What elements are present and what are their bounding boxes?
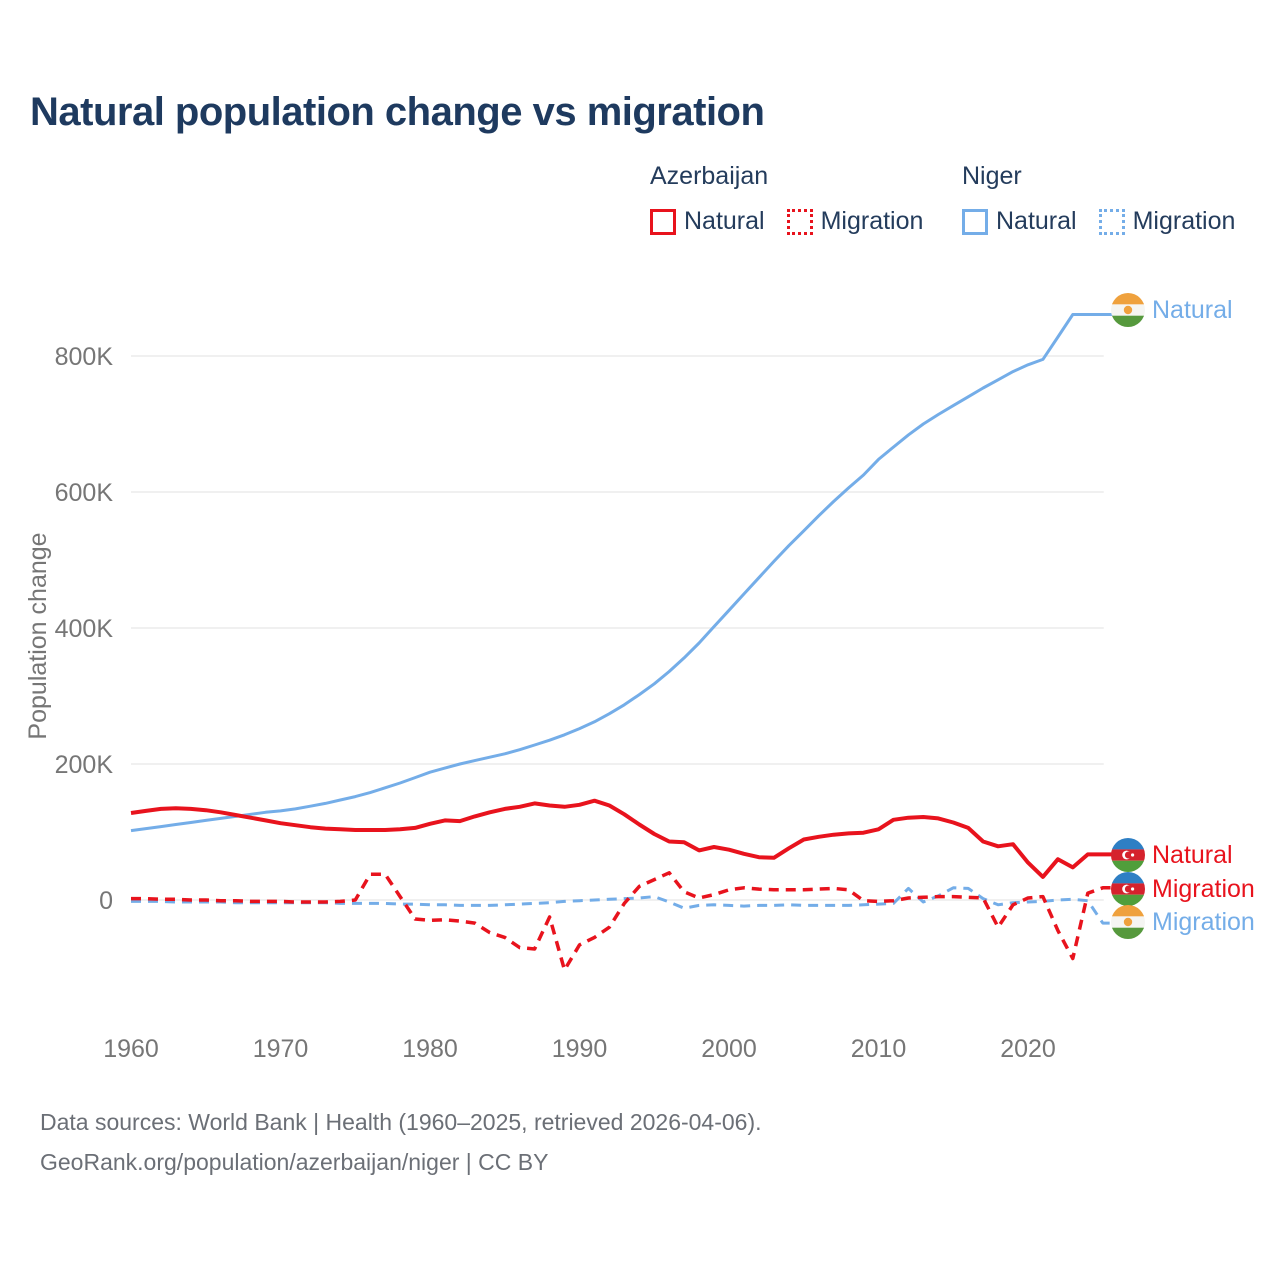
series-tag-niger-migration [1111,905,1255,939]
x-tick-label: 2000 [701,1035,757,1063]
niger-flag-icon [1111,293,1145,327]
x-tick-label: 2020 [1000,1035,1056,1063]
y-tick-label: 800K [54,343,113,371]
niger-flag-icon [1111,905,1145,939]
x-tick-label: 1960 [103,1035,159,1063]
legend-country-azerbaijan: Azerbaijan [650,162,769,190]
series-tag-niger-natural [1111,293,1233,327]
page-title: Natural population change vs migration [30,90,765,134]
series-tag-label: Migration [1152,907,1255,936]
x-tick-label: 1990 [551,1035,608,1063]
y-tick-label: 600K [54,479,113,507]
series-tag-azerbaijan-migration [1111,872,1255,906]
y-tick-label: 400K [54,615,113,643]
legend-label-niger-migration: Migration [1132,207,1236,235]
azerbaijan-flag-icon [1111,872,1145,906]
footer-data-sources: Data sources: World Bank | Health (1960–2025, retrieved 2026-04-06). [40,1109,762,1135]
legend-country-niger: Niger [962,162,1022,190]
x-tick-label: 1970 [252,1035,309,1063]
y-axis-title: Population change [24,532,52,740]
y-tick-label: 0 [99,887,113,915]
footer-attribution: GeoRank.org/population/azerbaijan/niger | CC BY [40,1149,549,1175]
series-tag-azerbaijan-natural [1111,838,1233,872]
series-tag-label: Migration [1152,874,1255,903]
legend-label-azerbaijan-migration: Migration [820,207,924,235]
series-tag-label: Natural [1152,840,1233,869]
y-tick-label: 200K [54,751,113,779]
legend-label-azerbaijan-natural: Natural [684,207,765,235]
series-tag-label: Natural [1152,295,1233,324]
x-tick-label: 1980 [402,1035,458,1063]
legend-label-niger-natural: Natural [996,207,1077,235]
x-tick-label: 2010 [850,1035,907,1063]
series-line-niger-natural [131,315,1113,831]
footer [40,1102,762,1182]
azerbaijan-flag-icon [1111,838,1145,872]
